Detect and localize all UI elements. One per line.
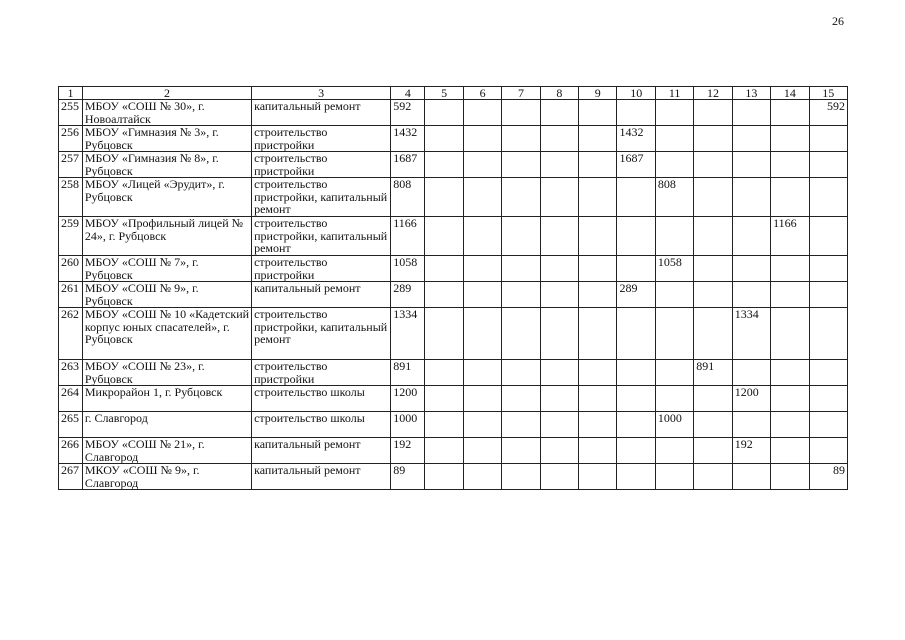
empty-cell [502,256,540,282]
empty-cell [579,386,617,412]
empty-cell [540,308,578,360]
empty-cell [809,360,847,386]
table-row [59,360,848,386]
column-header: 7 [502,87,540,100]
empty-cell [540,386,578,412]
empty-cell [732,360,770,386]
empty-cell [579,178,617,217]
column-header: 4 [391,87,425,100]
table-body [59,100,848,490]
empty-cell [771,464,809,490]
empty-cell [425,178,463,217]
empty-cell [540,178,578,217]
empty-cell [502,100,540,126]
work-type-cell: строительство пристройки, капитальный ремонт [252,308,391,360]
empty-cell [809,126,847,152]
table-row [59,386,848,412]
table-row [59,282,848,308]
empty-cell [732,256,770,282]
empty-cell [694,412,732,438]
total-cell: 1432 [391,126,425,152]
empty-cell [771,308,809,360]
table-row [59,412,848,438]
empty-cell [502,412,540,438]
empty-cell [425,152,463,178]
empty-cell [463,412,501,438]
organization-cell: МБОУ «СОШ № 10 «Кадетский корпус юных спасателей», г. Рубцовск [82,308,251,360]
empty-cell [463,438,501,464]
empty-cell [655,308,693,360]
table-row [59,256,848,282]
empty-cell [771,178,809,217]
row-number: 255 [59,100,83,126]
empty-cell [694,178,732,217]
empty-cell [425,256,463,282]
empty-cell [579,360,617,386]
organization-cell: МКОУ «СОШ № 9», г. Славгород [82,464,251,490]
empty-cell [694,386,732,412]
empty-cell [694,217,732,256]
empty-cell [579,152,617,178]
empty-cell [771,412,809,438]
total-cell: 1166 [391,217,425,256]
organization-cell: МБОУ «СОШ № 30», г. Новоалтайск [82,100,251,126]
header-row [59,87,848,100]
column-header: 13 [732,87,770,100]
empty-cell [809,308,847,360]
row-number: 266 [59,438,83,464]
empty-cell [771,100,809,126]
work-type-cell: капитальный ремонт [252,464,391,490]
data-table [58,86,848,490]
work-type-cell: строительство школы [252,412,391,438]
empty-cell [771,386,809,412]
empty-cell [617,412,655,438]
year-value-cell: 1687 [617,152,655,178]
organization-cell: МБОУ «Гимназия № 3», г. Рубцовск [82,126,251,152]
table-row [59,100,848,126]
year-value-cell: 1334 [732,308,770,360]
row-number: 267 [59,464,83,490]
empty-cell [502,178,540,217]
row-number: 262 [59,308,83,360]
empty-cell [502,464,540,490]
empty-cell [617,217,655,256]
empty-cell [617,464,655,490]
empty-cell [694,308,732,360]
empty-cell [771,360,809,386]
year-value-cell: 891 [694,360,732,386]
column-header: 2 [82,87,251,100]
empty-cell [771,438,809,464]
empty-cell [502,386,540,412]
row-number: 257 [59,152,83,178]
year-value-cell: 192 [732,438,770,464]
empty-cell [694,126,732,152]
total-cell: 808 [391,178,425,217]
empty-cell [732,217,770,256]
work-type-cell: строительство пристройки, капитальный ремонт [252,178,391,217]
empty-cell [617,438,655,464]
empty-cell [540,438,578,464]
year-value-cell: 1200 [732,386,770,412]
organization-cell: Микрорайон 1, г. Рубцовск [82,386,251,412]
organization-cell: МБОУ «СОШ № 21», г. Славгород [82,438,251,464]
empty-cell [502,126,540,152]
empty-cell [425,126,463,152]
empty-cell [579,412,617,438]
column-header: 10 [617,87,655,100]
empty-cell [655,438,693,464]
table-row [59,152,848,178]
organization-cell: г. Славгород [82,412,251,438]
empty-cell [617,100,655,126]
empty-cell [579,100,617,126]
empty-cell [502,308,540,360]
empty-cell [809,438,847,464]
organization-cell: МБОУ «Гимназия № 8», г. Рубцовск [82,152,251,178]
empty-cell [540,360,578,386]
empty-cell [502,217,540,256]
empty-cell [771,152,809,178]
empty-cell [732,464,770,490]
empty-cell [617,178,655,217]
empty-cell [771,256,809,282]
empty-cell [463,126,501,152]
empty-cell [425,308,463,360]
empty-cell [425,100,463,126]
empty-cell [463,386,501,412]
empty-cell [463,217,501,256]
column-header: 12 [694,87,732,100]
organization-cell: МБОУ «Профильный лицей № 24», г. Рубцовск [82,217,251,256]
total-cell: 891 [391,360,425,386]
column-header: 14 [771,87,809,100]
row-number: 265 [59,412,83,438]
empty-cell [732,412,770,438]
year-value-cell: 808 [655,178,693,217]
table-row [59,438,848,464]
empty-cell [694,256,732,282]
empty-cell [809,256,847,282]
total-cell: 1687 [391,152,425,178]
empty-cell [463,178,501,217]
empty-cell [771,282,809,308]
empty-cell [579,464,617,490]
empty-cell [694,100,732,126]
empty-cell [617,360,655,386]
empty-cell [463,360,501,386]
organization-cell: МБОУ «СОШ № 9», г. Рубцовск [82,282,251,308]
empty-cell [425,386,463,412]
empty-cell [809,152,847,178]
column-header: 11 [655,87,693,100]
empty-cell [540,282,578,308]
empty-cell [809,412,847,438]
empty-cell [732,126,770,152]
empty-cell [617,308,655,360]
empty-cell [655,152,693,178]
empty-cell [655,360,693,386]
empty-cell [463,100,501,126]
organization-cell: МБОУ «СОШ № 23», г. Рубцовск [82,360,251,386]
empty-cell [579,438,617,464]
column-header: 5 [425,87,463,100]
total-cell: 1200 [391,386,425,412]
empty-cell [463,152,501,178]
row-number: 259 [59,217,83,256]
empty-cell [540,464,578,490]
empty-cell [694,152,732,178]
empty-cell [502,152,540,178]
work-type-cell: капитальный ремонт [252,100,391,126]
column-header: 6 [463,87,501,100]
empty-cell [655,217,693,256]
row-number: 264 [59,386,83,412]
empty-cell [732,282,770,308]
empty-cell [463,256,501,282]
year-value-cell: 289 [617,282,655,308]
row-number: 256 [59,126,83,152]
work-type-cell: капитальный ремонт [252,438,391,464]
empty-cell [579,256,617,282]
empty-cell [579,126,617,152]
empty-cell [655,464,693,490]
total-cell: 1058 [391,256,425,282]
organization-cell: МБОУ «СОШ № 7», г. Рубцовск [82,256,251,282]
table-row [59,178,848,217]
work-type-cell: строительство школы [252,386,391,412]
empty-cell [617,386,655,412]
empty-cell [579,282,617,308]
page-number: 26 [832,14,844,28]
work-type-cell: строительство пристройки, капитальный ремонт [252,217,391,256]
year-value-cell: 592 [809,100,847,126]
empty-cell [809,386,847,412]
column-header: 1 [59,87,83,100]
year-value-cell: 1432 [617,126,655,152]
column-header: 8 [540,87,578,100]
empty-cell [425,412,463,438]
work-type-cell: строительство пристройки [252,126,391,152]
table-row [59,126,848,152]
empty-cell [655,282,693,308]
row-number: 263 [59,360,83,386]
empty-cell [809,178,847,217]
empty-cell [540,256,578,282]
empty-cell [540,412,578,438]
empty-cell [579,308,617,360]
total-cell: 289 [391,282,425,308]
empty-cell [502,438,540,464]
empty-cell [463,464,501,490]
row-number: 260 [59,256,83,282]
total-cell: 192 [391,438,425,464]
column-header: 9 [579,87,617,100]
total-cell: 89 [391,464,425,490]
empty-cell [809,217,847,256]
empty-cell [732,178,770,217]
column-header: 3 [252,87,391,100]
total-cell: 1000 [391,412,425,438]
empty-cell [655,386,693,412]
year-value-cell: 1166 [771,217,809,256]
column-header: 15 [809,87,847,100]
empty-cell [694,438,732,464]
empty-cell [694,282,732,308]
empty-cell [540,100,578,126]
empty-cell [425,438,463,464]
empty-cell [540,126,578,152]
empty-cell [655,126,693,152]
empty-cell [502,282,540,308]
empty-cell [732,152,770,178]
total-cell: 592 [391,100,425,126]
empty-cell [463,308,501,360]
table-row [59,308,848,360]
empty-cell [425,217,463,256]
year-value-cell: 1058 [655,256,693,282]
work-type-cell: строительство пристройки [252,360,391,386]
total-cell: 1334 [391,308,425,360]
empty-cell [771,126,809,152]
empty-cell [425,360,463,386]
empty-cell [540,217,578,256]
empty-cell [540,152,578,178]
empty-cell [694,464,732,490]
empty-cell [617,256,655,282]
row-number: 258 [59,178,83,217]
work-type-cell: строительство пристройки [252,152,391,178]
empty-cell [579,217,617,256]
table-row [59,464,848,490]
empty-cell [502,360,540,386]
empty-cell [655,100,693,126]
row-number: 261 [59,282,83,308]
empty-cell [809,282,847,308]
empty-cell [463,282,501,308]
work-type-cell: капитальный ремонт [252,282,391,308]
empty-cell [425,464,463,490]
organization-cell: МБОУ «Лицей «Эрудит», г. Рубцовск [82,178,251,217]
year-value-cell: 1000 [655,412,693,438]
work-type-cell: строительство пристройки [252,256,391,282]
table-row [59,217,848,256]
empty-cell [732,100,770,126]
empty-cell [425,282,463,308]
year-value-cell: 89 [809,464,847,490]
